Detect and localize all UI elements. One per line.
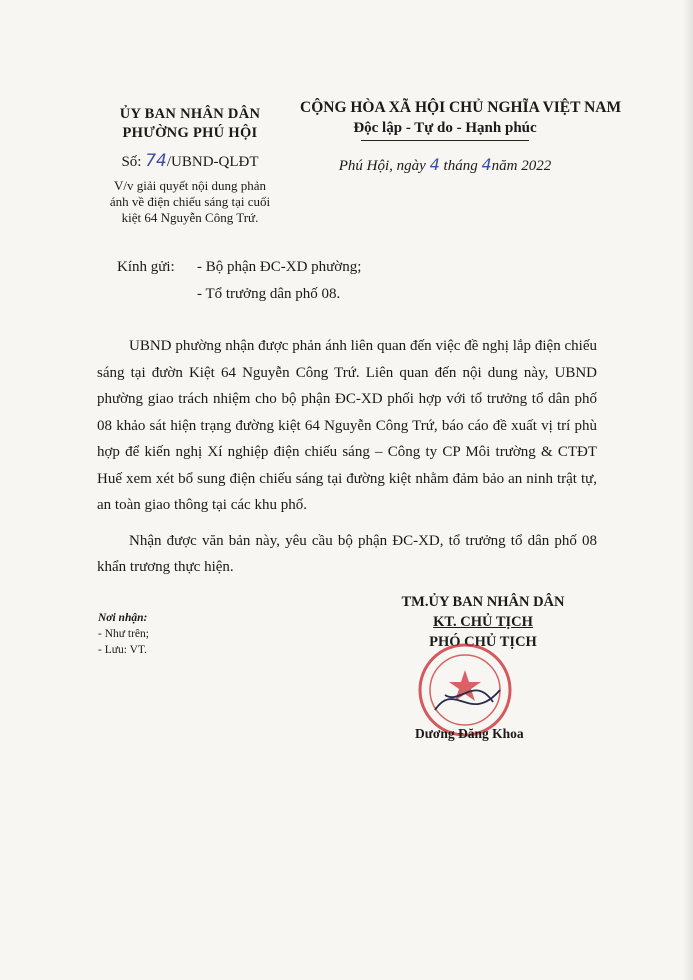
motto-underline <box>361 140 529 141</box>
national-header-block <box>300 98 622 175</box>
page-edge-shadow <box>683 0 693 980</box>
recipient-row <box>117 281 361 308</box>
org-name-line2: PHƯỜNG PHÚ HỘI <box>122 125 258 141</box>
document-number <box>80 151 300 171</box>
date-day-handwritten: 4 <box>429 155 440 174</box>
recipient-item: - Bộ phận ĐC-XD phường; <box>197 259 362 275</box>
recipient-row <box>117 254 361 281</box>
date-year: năm 2022 <box>491 158 552 174</box>
date-month-handwritten: 4 <box>481 155 492 174</box>
doc-number-prefix: Số: <box>121 154 146 170</box>
subject-summary <box>80 178 300 226</box>
date-month-label: tháng <box>439 158 482 174</box>
issuing-authority-block <box>80 105 300 226</box>
distribution-item: - Như trên; <box>98 628 149 640</box>
org-name-line1: ỦY BAN NHÂN DÂN <box>119 106 261 122</box>
recipients-block <box>117 254 361 308</box>
signer-name: Dương Đăng Khoa <box>415 726 524 741</box>
document-body <box>97 333 597 590</box>
body-paragraph: UBND phường nhận được phản ánh liên quan đến việc đề nghị lắp điện chiếu sáng tại đườn Kiệt 64 Nguyễn Công Trứ. Liên quan đến nội dung này, UBND phường giao trách nhiệm cho bộ phận ĐC-XD phối hợp với tổ trưởng tổ dân phố 08 khảo sát hiện trạng đường kiệt 64 Nguyễn Công Trứ, báo cáo đề xuất vị trí phù hợp để kiến nghị Xí nghiệp điện chiếu sáng – Công ty CP Môi trường & CTĐT Huế xem xét bổ sung điện chiếu sáng tại đường kiệt nhằm đảm bảo an ninh trật tự, an toàn giao thông tại các khu phố. <box>97 338 597 513</box>
recipient-item: - Tổ trưởng dân phố 08. <box>197 286 341 302</box>
signature-title-line1: TM.ỦY BAN NHÂN DÂN <box>401 594 565 610</box>
signature-title-line3: PHÓ CHỦ TỊCH <box>429 634 537 650</box>
signature-title-line2: KT. CHỦ TỊCH <box>433 614 533 630</box>
date-place: Phú Hội, ngày <box>338 158 430 174</box>
distribution-title: Nơi nhận: <box>98 612 148 624</box>
nation-name: CỘNG HÒA XÃ HỘI CHỦ NGHĨA VIỆT NAM <box>300 99 622 116</box>
national-motto: Độc lập - Tự do - Hạnh phúc <box>353 120 537 136</box>
recipients-label-spacer <box>117 281 197 308</box>
doc-number-suffix: /UBND-QLĐT <box>166 154 259 170</box>
subject-line: V/v giải quyết nội dung phản <box>113 178 266 193</box>
subject-line: ánh về điện chiếu sáng tại cuối <box>109 194 271 209</box>
recipients-label: Kính gửi: <box>117 259 175 275</box>
distribution-item: - Lưu: VT. <box>98 644 147 656</box>
doc-number-handwritten: 74 <box>145 151 167 171</box>
distribution-list <box>98 610 149 658</box>
official-seal-stamp <box>415 640 515 740</box>
subject-line: kiệt 64 Nguyễn Công Trứ. <box>121 210 259 225</box>
date-line <box>300 155 590 175</box>
body-paragraph: Nhận được văn bản này, yêu cầu bộ phận ĐC-XD, tổ trưởng tổ dân phố 08 khẩn trương thực hiện. <box>97 532 597 575</box>
